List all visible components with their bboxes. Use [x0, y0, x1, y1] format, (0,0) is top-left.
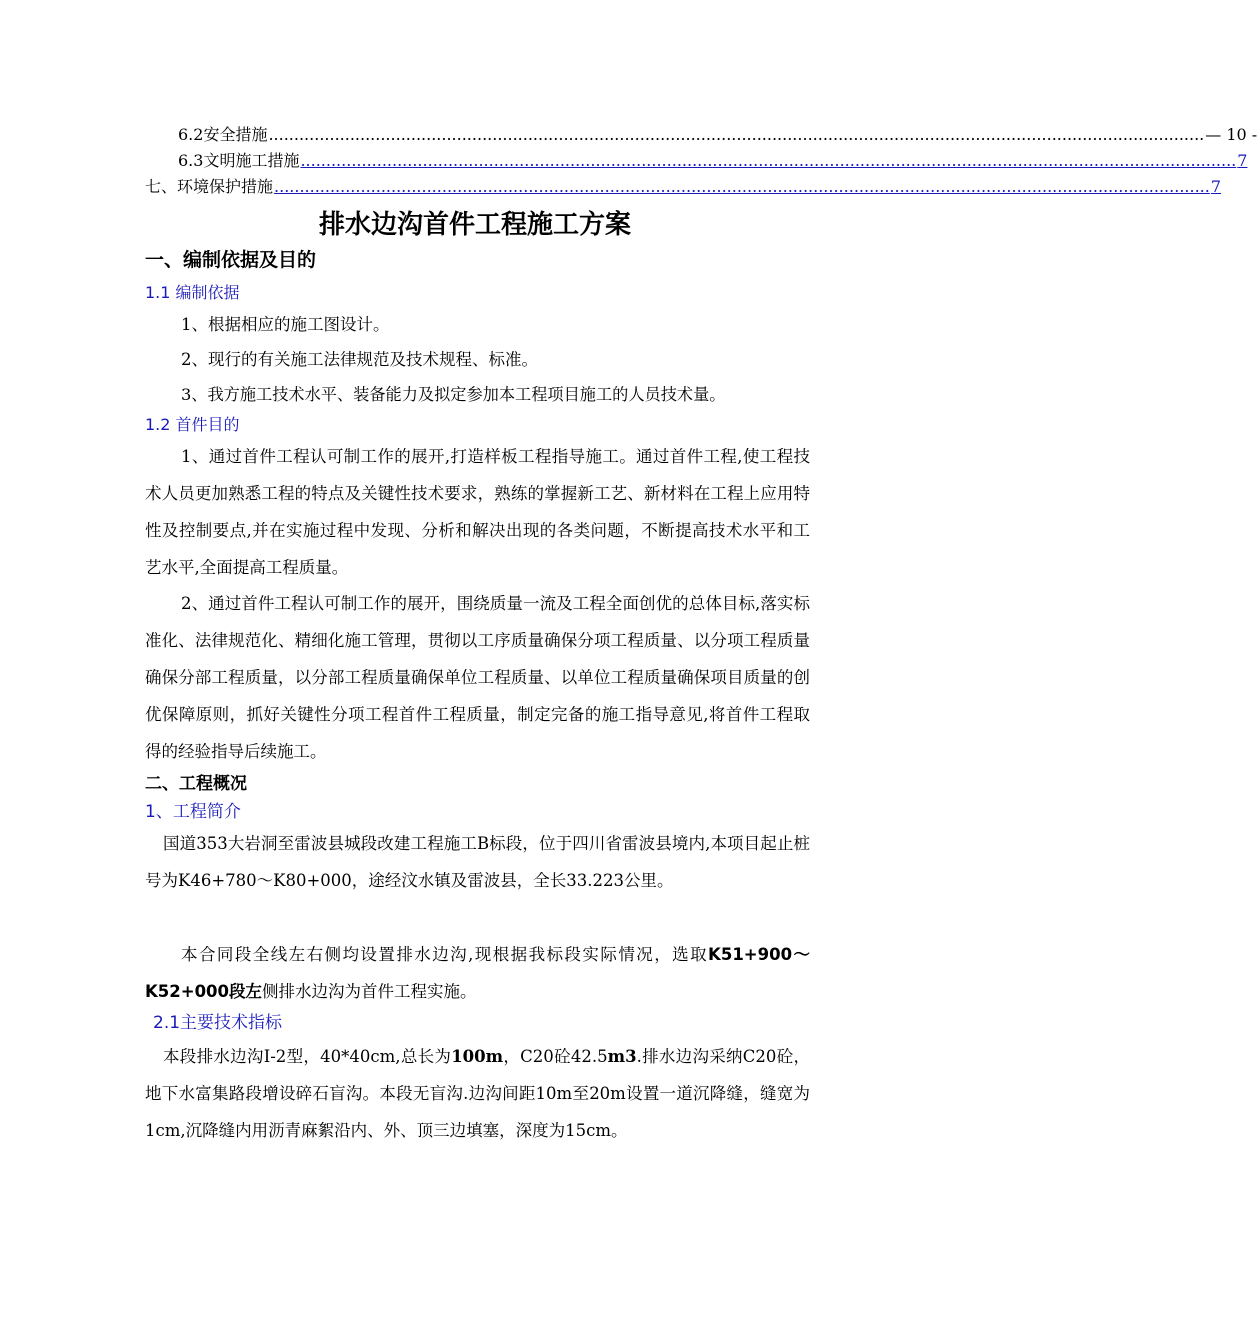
- toc-entry[interactable]: [178, 124, 1257, 146]
- paragraph-text: 本合同段全线左右侧均设置排水边沟,现根据我标段实际情况，选取: [181, 945, 709, 964]
- subsection-heading: 2.1主要技术指标: [153, 1013, 283, 1033]
- list-item: 2、现行的有关施工法律规范及技术规程、标准。: [181, 350, 538, 369]
- toc-entry-label: 七、环境保护措施: [145, 177, 274, 196]
- subsection-heading: 1.2 首件目的: [145, 415, 240, 434]
- document-title: 排水边沟首件工程施工方案: [318, 210, 631, 240]
- toc-leader-dots: ........................................................................................................................................................................................: [300, 151, 1237, 170]
- section-heading: 二、工程概况: [145, 774, 247, 794]
- toc-entry-label: 6.2安全措施: [178, 125, 268, 144]
- list-item: 3、我方施工技术水平、装备能力及拟定参加本工程项目施工的人员技术量。: [181, 385, 726, 404]
- list-item: 1、根据相应的施工图设计。: [181, 315, 390, 334]
- toc-entry[interactable]: [145, 176, 1222, 198]
- toc-entry-label: 6.3文明施工措施: [178, 151, 300, 170]
- toc-entry-page: 7: [1237, 151, 1248, 170]
- paragraph-text: ，C20砼42.5: [503, 1047, 608, 1066]
- subsection-heading: 1、工程简介: [145, 802, 241, 822]
- total-length: 100m: [451, 1047, 504, 1066]
- section-heading: 一、编制依据及目的: [145, 249, 317, 271]
- toc-leader-dots: ........................................................................................................................................................................................: [268, 125, 1205, 144]
- toc-entry-page: 7: [1210, 177, 1222, 196]
- volume-unit: m3: [607, 1047, 637, 1066]
- paragraph: 1、通过首件工程认可制工作的展开,打造样板工程指导施工。通过首件工程,使工程技术人员更加熟悉工程的特点及关键性技术要求，熟练的掌握新工艺、新材料在工程上应用特性及控制要点,并在实施过程中发现、分析和解决出现的各类问题，不断提高技术水平和工艺水平,全面提高工程质量。: [145, 447, 810, 577]
- subsection-heading: 1.1 编制依据: [145, 283, 240, 302]
- paragraph: [145, 936, 810, 1010]
- toc-entry[interactable]: [178, 150, 1248, 172]
- paragraph-text: .排水边沟采纳C20砼，地下水富集路段增设碎石盲沟。本段无盲沟.边沟间距10m至20m设置一道沉降缝，缝宽为1cm,沉降缝内用沥青麻絮沿内、外、顶三边填塞，深度为15cm。: [145, 1047, 811, 1140]
- chainage-range: K51+900～K52+000段左: [145, 945, 811, 1001]
- paragraph: [145, 1038, 810, 1149]
- paragraph-text: 侧排水边沟为首件工程实施。: [262, 982, 477, 1001]
- toc-entry-page: — 10 -: [1205, 125, 1257, 144]
- toc-leader-dots: ........................................................................................................................................................................................: [274, 177, 1210, 196]
- paragraph: 2、通过首件工程认可制工作的展开，围绕质量一流及工程全面创优的总体目标,落实标准化、法律规范化、精细化施工管理，贯彻以工序质量确保分项工程质量、以分项工程质量确保分部工程质量，以分部工程质量确保单位工程质量、以单位工程质量确保项目质量的创优保障原则，抓好关键性分项工程首件工程质量，制定完备的施工指导意见,将首件工程取得的经验指导后续施工。: [145, 594, 810, 761]
- paragraph: 国道353大岩洞至雷波县城段改建工程施工B标段，位于四川省雷波县境内,本项目起止桩号为K46+780～K80+000，途经汶水镇及雷波县，全长33.223公里。: [145, 834, 810, 890]
- paragraph-text: 本段排水边沟I-2型，40*40cm,总长为: [163, 1047, 452, 1066]
